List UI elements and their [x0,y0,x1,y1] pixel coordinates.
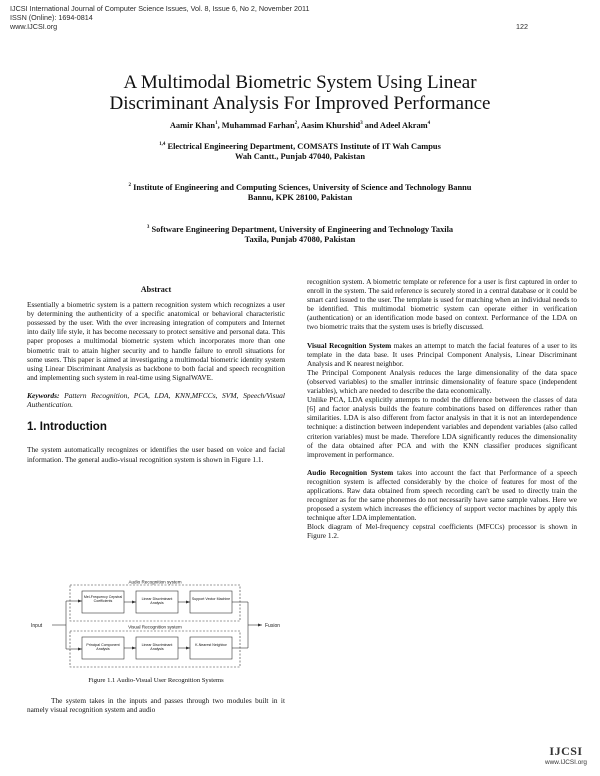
box-lda-audio-text: Linear Discriminant Analysis [141,597,173,606]
visual-recognition-paragraph [307,341,577,368]
aff3-line1: Software Engineering Department, University of Engineering and Technology Taxila [151,224,454,234]
author-line: Aamir Khan$^1$, Muhammad Farhan$^2$, Aasim Khurshid$^3$ and Adeel Akram$^4$ [169,120,431,130]
author-4: Adeel Akram [379,120,428,130]
abstract-heading: Abstract [140,285,172,294]
keywords-label: Keywords: [27,390,60,400]
intro-heading: 1. Introduction [27,421,107,434]
running-header [10,4,310,32]
title-line-1: A Multimodal Biometric System Using Linear [123,72,477,93]
site-line[interactable]: www.IJCSI.org [10,22,58,32]
aff1-line2: Wah Cantt., Punjab 47040, Pakistan [234,151,366,161]
ijcsi-logo [542,744,590,766]
author-3-sup: 3 [360,121,363,126]
lda-paragraph: Unlike PCA, LDA explicitly attempts to model the difference between the classes of data [6] and factor analysis builds the feature combinations based on differences rather than similarities. LDA is also different from factor analysis in that it is not an interdependence technique: a distinction between independent variables and dependent variables (also called criterion variables) must be made. Therefore LDA significantly reduces the dimensionality of the data obtained after PCA and with the KNN classifier produces significant improvement in performance. [307,395,577,459]
paper-title [0,72,600,114]
page-number: 122 [516,22,528,31]
visual-recognition-text: makes an attempt to match the facial features of a user to its template in the data base. It uses Principal Component Analysis, Linear Discriminant Analysis and K nearest neighbor. [307,340,578,368]
author-1: Aamir Khan [169,120,216,130]
box-lda-visual-text: Linear Discriminant Analysis [141,643,173,652]
figure-caption [27,676,285,685]
aff3-sup: 3 [146,225,150,230]
box-knn-text: K-Nearest Neighbor [195,643,227,647]
visual-system-label: Visual Recognition system [128,624,182,630]
issn-line: ISSN (Online): 1694-0814 [10,13,93,23]
audio-system-label: Audio Recognition system [128,579,182,585]
affiliation-1 [0,140,600,162]
input-label: Input [31,623,43,629]
visual-recognition-term: Visual Recognition System [307,340,392,350]
title-line-2: Discriminant Analysis For Improved Performance [109,93,491,114]
aff2-line1: Institute of Engineering and Computing Sciences, University of Science and Technology Bannu [133,182,472,192]
author-4-sup: 4 [427,121,431,126]
affiliation-2 [0,181,600,203]
box-svm-text: Support Vector Machine [191,597,231,601]
pca-paragraph: The Principal Component Analysis reduces the large dimensionality of the data space (observed variables) to the smaller intrinsic dimensionality of feature space (independent variables), which are needed to describe the data economically. [307,367,577,396]
author-1-sup: 1 [215,121,218,126]
aff3-line2: Taxila, Punjab 47080, Pakistan [244,234,356,244]
logo-mark: IJCSI [549,744,583,758]
mfcc-paragraph: Block diagram of Mel-frequency cepstral coefficients (MFCCs) processor is shown in Figure 1.2. [307,522,577,541]
abstract-text: Essentially a biometric system is a pattern recognition system which recognizes a user by determining the authenticity of a specific anatomical or behavioral characteristic possessed by the user. With the ever increasing integration of computers and Internet into daily life style, it has become necessary to protect sensitive and personal data. This paper proposes a multimodal biometric system which incorporates more than one biometric trait to attain higher security and to handle failure to enroll situations for some users. This paper is aimed at investigating a multimodal biometric identity system using Linear Discriminant Analysis as backbone to both facial and speech recognition and implementing such system in real-time using SignalWAVE. [27,300,285,382]
audio-recognition-paragraph [307,468,577,523]
left-column [27,285,285,470]
right-column [307,277,577,547]
aff1-sup: 1,4 [159,142,166,147]
author-2-sup: 2 [294,121,298,126]
intro-paragraph-1: The system automatically recognizes or identifies the user based on voice and facial information. The general audio-visual recognition system is shown in Figure 1.1. [27,445,285,464]
fusion-label: Fusion [265,623,281,629]
aff2-line2: Bannu, KPK 28100, Pakistan [247,192,353,202]
aff1-line1: Electrical Engineering Department, COMSATS Institute of IT Wah Campus [167,141,441,151]
figure-caption-text: 1.1 Audio-Visual User Recognition Systems [107,677,224,684]
journal-line: IJCSI International Journal of Computer Science Issues, Vol. 8, Issue 6, No 2, November 2011 [10,4,310,13]
affiliation-3 [0,223,600,245]
box-mfcc-text: Mel-Frequency Cepstral Coefficients [83,595,123,604]
figure-1-1 [30,579,290,671]
audio-recognition-term: Audio Recognition System [307,467,394,477]
keywords-text: Pattern Recognition, PCA, LDA, KNN,MFCCs, SVM, Speech/Visual Authentication. [27,390,286,410]
author-2: Muhammad Farhan [221,120,295,130]
keywords [27,391,285,409]
right-paragraph-1: recognition system. A biometric template or reference for a user is first captured in order to enroll in the system. The said reference is securely stored in a central database or it could be smart card issued to the user. The template is used for matching when an individual needs to be identified. This multimodal biometric system can operate either in verification (authentication) or an identification mode based on context. Performance of the LDA on two biometric traits that the system uses is briefly discussed. [307,277,577,332]
box-pca-text: Principal Component Analysis [86,643,120,652]
author-3: Aasim Khurshid [300,120,361,130]
intro-paragraph-2: The system takes in the inputs and passes through two modules built in it namely visual recognition system and audio [27,696,285,715]
audio-recognition-text: takes into account the fact that Performance of a speech recognition system is affected considerably by the choice of features for most of the applications. Raw data obtained from speech recording can't be used to directly train the recognizer as for the same phonemes do not necessarily have same sample values. Here we proposed a system which increases the efficiency of support vector machines by apply this technique after LDA implementation. [307,467,578,523]
aff2-sup: 2 [128,183,132,188]
figure-caption-label: Figure [88,677,106,684]
logo-url[interactable]: www.IJCSI.org [545,759,587,766]
audio-visual-diagram [30,579,290,671]
